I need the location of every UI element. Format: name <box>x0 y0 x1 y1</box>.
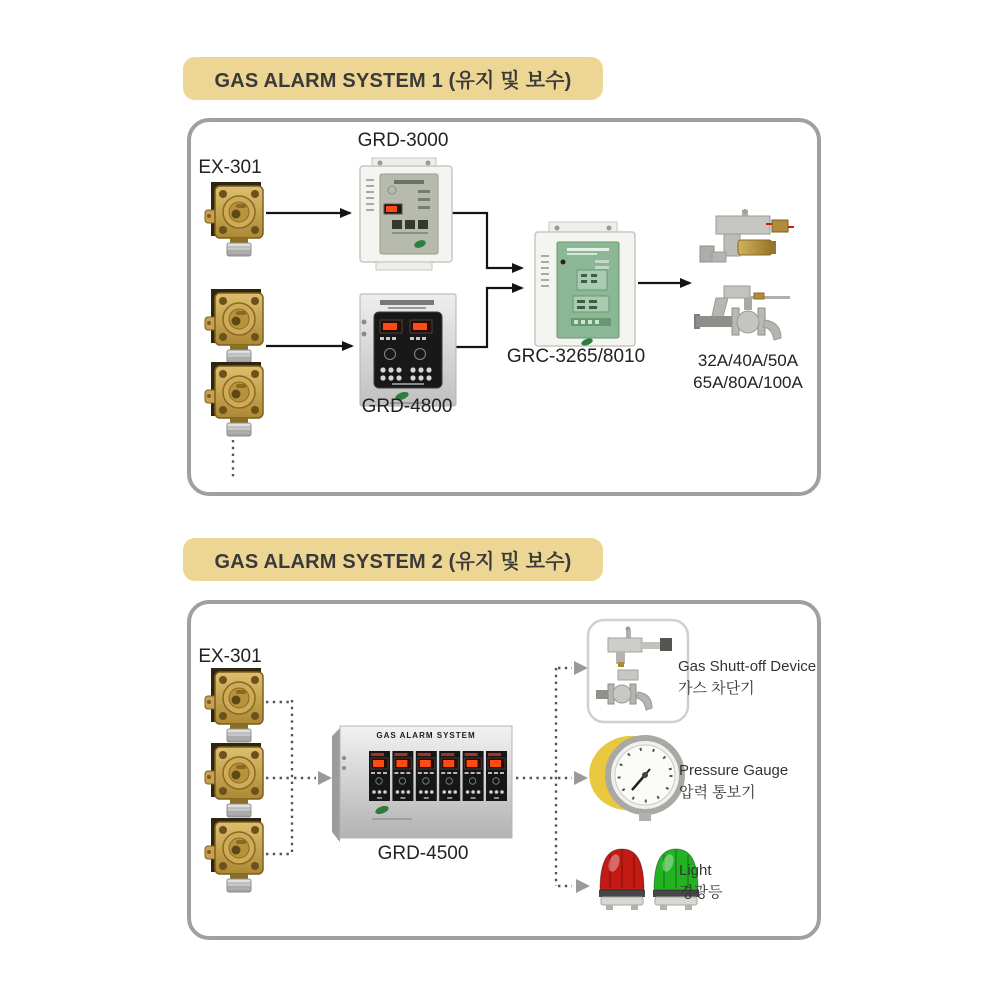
grc-device <box>535 222 635 347</box>
gauge-label-ko: 압력 통보기 <box>679 784 756 801</box>
arrow-to-gauge <box>574 771 588 785</box>
pressure-gauge <box>582 728 682 821</box>
label-shutoff <box>678 656 816 700</box>
arrow-grd4800-to-grc <box>454 288 522 347</box>
label-valve-sizes <box>686 350 810 394</box>
gauge-label-en: Pressure Gauge <box>679 762 789 779</box>
grd4500-device <box>332 726 512 842</box>
valve-sizes-line1: 32A/40A/50A <box>697 351 799 370</box>
label-gauge <box>679 760 788 804</box>
shutoff-label-ko: 가스 차단기 <box>678 680 755 697</box>
label-grd4800: GRD-4800 <box>361 396 453 417</box>
arrow-grd3000-to-grc <box>450 213 522 268</box>
gas-sensor-icon <box>205 818 263 892</box>
grd3000-device <box>360 158 452 270</box>
shutoff-label-en: Gas Shutt-off Device <box>678 658 817 675</box>
label-grc: GRC-3265/8010 <box>506 346 646 367</box>
arrow-to-light <box>576 879 590 893</box>
label-ex301-section1: EX-301 <box>198 157 262 178</box>
ball-valve <box>694 286 790 340</box>
gas-sensor-icon <box>205 668 263 742</box>
light-label-en: Light <box>679 862 712 879</box>
arrow-to-shutoff <box>574 661 588 675</box>
gas-sensor-icon <box>205 362 263 436</box>
gas-sensor-icon <box>205 182 263 256</box>
section1-header: GAS ALARM SYSTEM 1 (유지 및 보수) <box>183 57 603 100</box>
valve-sizes-line2: 65A/80A/100A <box>693 373 803 392</box>
label-grd4500: GRD-4500 <box>377 843 469 864</box>
solenoid-valve <box>700 209 794 262</box>
label-light <box>679 860 722 904</box>
red-beacon-icon <box>599 849 645 910</box>
grd4500-panel-title: GAS ALARM SYSTEM <box>376 731 476 740</box>
label-ex301-section2: EX-301 <box>198 646 262 667</box>
section2-header: GAS ALARM SYSTEM 2 (유지 및 보수) <box>183 538 603 581</box>
gas-sensor-icon <box>205 289 263 363</box>
label-grd3000: GRD-3000 <box>357 130 449 151</box>
gas-sensor-icon <box>205 743 263 817</box>
light-label-ko: 경광등 <box>679 884 723 901</box>
gas-shutoff-device <box>588 620 688 722</box>
arrow-into-grd4500 <box>318 771 332 785</box>
grd4800-device <box>360 294 456 406</box>
